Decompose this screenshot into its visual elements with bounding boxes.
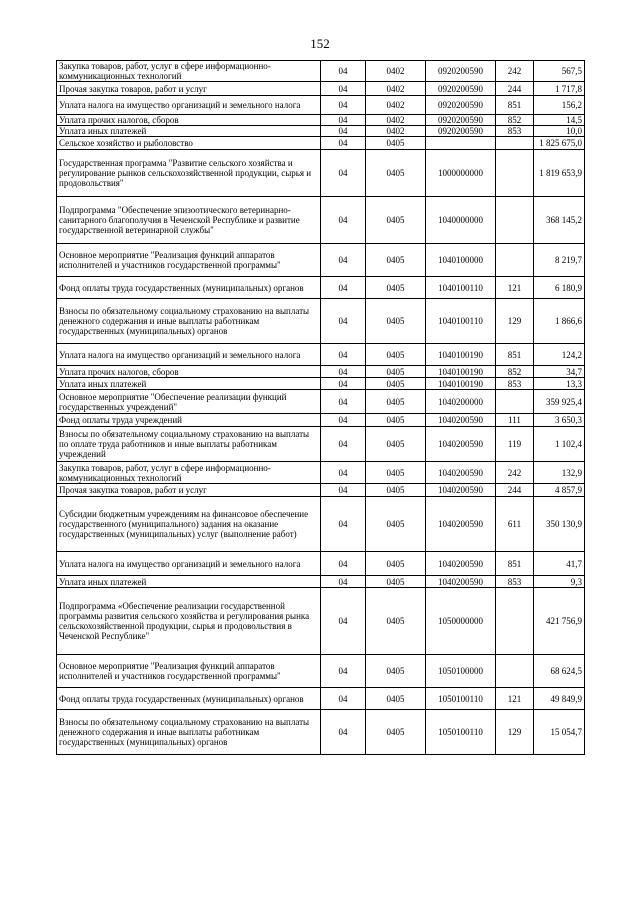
row-amount: 421 756,9 — [534, 588, 585, 655]
row-amount: 49 849,9 — [534, 688, 585, 710]
row-section: 04 — [321, 344, 366, 366]
table-row — [57, 378, 585, 390]
row-section: 04 — [321, 197, 366, 244]
table-row — [57, 61, 585, 82]
row-target-code: 1040200590 — [426, 552, 496, 576]
table-row — [57, 197, 585, 244]
row-expense-type: 853 — [496, 126, 534, 137]
row-section: 04 — [321, 552, 366, 576]
row-name: Закупка товаров, работ, услуг в сфере информационно-коммуникационных технологий — [57, 462, 321, 484]
row-subsection: 0402 — [366, 96, 426, 115]
row-name: Уплата налога на имущество организаций и земельного налога — [57, 552, 321, 576]
row-section: 04 — [321, 588, 366, 655]
row-section: 04 — [321, 484, 366, 497]
table-row — [57, 344, 585, 366]
row-subsection: 0402 — [366, 61, 426, 82]
row-section: 04 — [321, 96, 366, 115]
row-amount: 1 102,4 — [534, 427, 585, 462]
row-amount: 15 054,7 — [534, 710, 585, 755]
row-subsection: 0402 — [366, 82, 426, 96]
budget-table — [56, 60, 585, 755]
row-expense-type: 851 — [496, 344, 534, 366]
row-subsection: 0405 — [366, 414, 426, 427]
row-section: 04 — [321, 688, 366, 710]
row-expense-type — [496, 390, 534, 414]
row-target-code: 1050100110 — [426, 688, 496, 710]
row-subsection: 0405 — [366, 366, 426, 378]
row-section: 04 — [321, 82, 366, 96]
row-name: Уплата налога на имущество организаций и земельного налога — [57, 344, 321, 366]
row-section: 04 — [321, 299, 366, 344]
row-name: Фонд оплаты труда государственных (муниципальных) органов — [57, 688, 321, 710]
row-name: Сельское хозяйство и рыболовство — [57, 137, 321, 150]
table-row — [57, 484, 585, 497]
row-subsection: 0405 — [366, 197, 426, 244]
table-row — [57, 150, 585, 197]
table-row — [57, 244, 585, 277]
table-row — [57, 710, 585, 755]
row-subsection: 0405 — [366, 552, 426, 576]
row-amount: 156,2 — [534, 96, 585, 115]
row-section: 04 — [321, 414, 366, 427]
table-row — [57, 552, 585, 576]
table-row — [57, 115, 585, 126]
row-section: 04 — [321, 277, 366, 299]
row-subsection: 0405 — [366, 277, 426, 299]
row-amount: 34,7 — [534, 366, 585, 378]
row-expense-type: 242 — [496, 61, 534, 82]
row-subsection: 0405 — [366, 378, 426, 390]
row-subsection: 0405 — [366, 484, 426, 497]
row-amount: 1 866,6 — [534, 299, 585, 344]
row-target-code: 1000000000 — [426, 150, 496, 197]
row-target-code: 0920200590 — [426, 82, 496, 96]
table-row — [57, 588, 585, 655]
row-subsection: 0405 — [366, 497, 426, 552]
row-subsection: 0405 — [366, 576, 426, 588]
row-target-code: 1040100190 — [426, 366, 496, 378]
row-target-code: 1040200000 — [426, 390, 496, 414]
row-amount: 13,3 — [534, 378, 585, 390]
row-expense-type: 851 — [496, 96, 534, 115]
row-section: 04 — [321, 244, 366, 277]
row-amount: 14,5 — [534, 115, 585, 126]
row-target-code: 1040100110 — [426, 299, 496, 344]
row-expense-type: 244 — [496, 82, 534, 96]
table-row — [57, 497, 585, 552]
row-subsection: 0402 — [366, 126, 426, 137]
row-target-code: 0920200590 — [426, 126, 496, 137]
row-name: Уплата прочих налогов, сборов — [57, 115, 321, 126]
row-name: Фонд оплаты труда учреждений — [57, 414, 321, 427]
row-amount: 368 145,2 — [534, 197, 585, 244]
row-subsection: 0405 — [366, 150, 426, 197]
table-row — [57, 82, 585, 96]
table-row — [57, 688, 585, 710]
row-section: 04 — [321, 427, 366, 462]
row-expense-type: 851 — [496, 552, 534, 576]
row-expense-type — [496, 137, 534, 150]
row-amount: 1 717,8 — [534, 82, 585, 96]
row-subsection: 0405 — [366, 299, 426, 344]
row-expense-type: 129 — [496, 710, 534, 755]
row-name: Уплата иных платежей — [57, 126, 321, 137]
row-expense-type: 244 — [496, 484, 534, 497]
row-name: Субсидии бюджетным учреждениям на финансовое обеспечение государственного (муниципального) задания на оказание государственных (муниципальных) услуг (выполнение работ) — [57, 497, 321, 552]
row-section: 04 — [321, 390, 366, 414]
row-amount: 350 130,9 — [534, 497, 585, 552]
row-name: Уплата иных платежей — [57, 378, 321, 390]
row-name: Основное мероприятие "Обеспечение реализации функций государственных учреждений" — [57, 390, 321, 414]
row-target-code — [426, 137, 496, 150]
row-section: 04 — [321, 137, 366, 150]
row-expense-type — [496, 197, 534, 244]
row-section: 04 — [321, 366, 366, 378]
row-target-code: 1050100110 — [426, 710, 496, 755]
row-target-code: 1040200590 — [426, 484, 496, 497]
row-section: 04 — [321, 655, 366, 688]
row-name: Взносы по обязательному социальному страхованию на выплаты денежного содержания и иные выплаты работникам государственных (муниципальных) органов — [57, 710, 321, 755]
row-expense-type: 852 — [496, 366, 534, 378]
row-subsection: 0405 — [366, 137, 426, 150]
table-row — [57, 299, 585, 344]
row-amount: 4 857,9 — [534, 484, 585, 497]
row-target-code: 1040200590 — [426, 427, 496, 462]
row-name: Основное мероприятие "Реализация функций аппаратов исполнителей и участников государственной программы" — [57, 244, 321, 277]
row-target-code: 1040100190 — [426, 378, 496, 390]
budget-table-body — [57, 61, 585, 755]
row-expense-type — [496, 655, 534, 688]
row-target-code: 1040000000 — [426, 197, 496, 244]
row-subsection: 0405 — [366, 655, 426, 688]
row-section: 04 — [321, 150, 366, 197]
row-target-code: 1040200590 — [426, 462, 496, 484]
row-section: 04 — [321, 710, 366, 755]
row-name: Подпрограмма "Обеспечение эпизоотического ветеринарно-санитарного благополучия в Чеченской Республике и развитие государственной ветеринарной службы" — [57, 197, 321, 244]
row-subsection: 0405 — [366, 344, 426, 366]
table-row — [57, 390, 585, 414]
row-subsection: 0405 — [366, 710, 426, 755]
row-expense-type — [496, 150, 534, 197]
row-expense-type: 129 — [496, 299, 534, 344]
row-section: 04 — [321, 576, 366, 588]
row-target-code: 0920200590 — [426, 96, 496, 115]
row-target-code: 1040100110 — [426, 277, 496, 299]
row-name: Прочая закупка товаров, работ и услуг — [57, 82, 321, 96]
row-subsection: 0405 — [366, 588, 426, 655]
table-row — [57, 137, 585, 150]
row-section: 04 — [321, 126, 366, 137]
row-expense-type: 852 — [496, 115, 534, 126]
table-row — [57, 96, 585, 115]
row-name: Фонд оплаты труда государственных (муниципальных) органов — [57, 277, 321, 299]
row-section: 04 — [321, 115, 366, 126]
row-expense-type: 853 — [496, 576, 534, 588]
row-expense-type: 119 — [496, 427, 534, 462]
row-amount: 567,5 — [534, 61, 585, 82]
row-target-code: 1040100190 — [426, 344, 496, 366]
row-target-code: 0920200590 — [426, 115, 496, 126]
table-row — [57, 277, 585, 299]
row-expense-type: 853 — [496, 378, 534, 390]
row-amount: 3 650,3 — [534, 414, 585, 427]
table-row — [57, 414, 585, 427]
row-name: Прочая закупка товаров, работ и услуг — [57, 484, 321, 497]
row-target-code: 1040100000 — [426, 244, 496, 277]
table-row — [57, 462, 585, 484]
row-amount: 9,3 — [534, 576, 585, 588]
row-name: Взносы по обязательному социальному страхованию на выплаты по оплате труда работников и иные выплаты работникам учреждений — [57, 427, 321, 462]
row-expense-type: 242 — [496, 462, 534, 484]
row-subsection: 0405 — [366, 390, 426, 414]
table-row — [57, 576, 585, 588]
row-amount: 6 180,9 — [534, 277, 585, 299]
row-name: Уплата налога на имущество организаций и земельного налога — [57, 96, 321, 115]
row-name: Уплата иных платежей — [57, 576, 321, 588]
row-amount: 124,2 — [534, 344, 585, 366]
row-section: 04 — [321, 61, 366, 82]
row-subsection: 0402 — [366, 115, 426, 126]
row-expense-type: 111 — [496, 414, 534, 427]
row-name: Подпрограмма «Обеспечение реализации государственной программы развития сельского хозяйства и регулирования рынка сельскохозяйственной продукции, сырья и продовольствия в Чеченской Республике" — [57, 588, 321, 655]
row-amount: 10,0 — [534, 126, 585, 137]
table-row — [57, 655, 585, 688]
row-name: Государственная программа "Развитие сельского хозяйства и регулирование рынков сельскохозяйственной продукции, сырья и продовольствия" — [57, 150, 321, 197]
table-row — [57, 427, 585, 462]
row-amount: 359 925,4 — [534, 390, 585, 414]
row-expense-type: 121 — [496, 688, 534, 710]
row-section: 04 — [321, 462, 366, 484]
row-amount: 68 624,5 — [534, 655, 585, 688]
row-amount: 1 825 675,0 — [534, 137, 585, 150]
row-section: 04 — [321, 378, 366, 390]
row-subsection: 0405 — [366, 462, 426, 484]
table-row — [57, 366, 585, 378]
row-amount: 132,9 — [534, 462, 585, 484]
row-amount: 1 819 653,9 — [534, 150, 585, 197]
row-expense-type — [496, 244, 534, 277]
row-name: Закупка товаров, работ, услуг в сфере информационно-коммуникационных технологий — [57, 61, 321, 82]
row-target-code: 1040200590 — [426, 414, 496, 427]
row-section: 04 — [321, 497, 366, 552]
row-name: Уплата прочих налогов, сборов — [57, 366, 321, 378]
page-number: 152 — [310, 36, 330, 51]
row-target-code: 1040200590 — [426, 497, 496, 552]
row-target-code: 1050100000 — [426, 655, 496, 688]
row-expense-type: 121 — [496, 277, 534, 299]
row-target-code: 0920200590 — [426, 61, 496, 82]
row-expense-type — [496, 588, 534, 655]
row-subsection: 0405 — [366, 244, 426, 277]
row-amount: 8 219,7 — [534, 244, 585, 277]
row-name: Взносы по обязательному социальному страхованию на выплаты денежного содержания и иные выплаты работникам государственных (муниципальных) органов — [57, 299, 321, 344]
row-subsection: 0405 — [366, 427, 426, 462]
row-name: Основное мероприятие "Реализация функций аппаратов исполнителей и участников государственной программы" — [57, 655, 321, 688]
row-amount: 41,7 — [534, 552, 585, 576]
row-target-code: 1050000000 — [426, 588, 496, 655]
row-subsection: 0405 — [366, 688, 426, 710]
row-target-code: 1040200590 — [426, 576, 496, 588]
row-expense-type: 611 — [496, 497, 534, 552]
table-row — [57, 126, 585, 137]
